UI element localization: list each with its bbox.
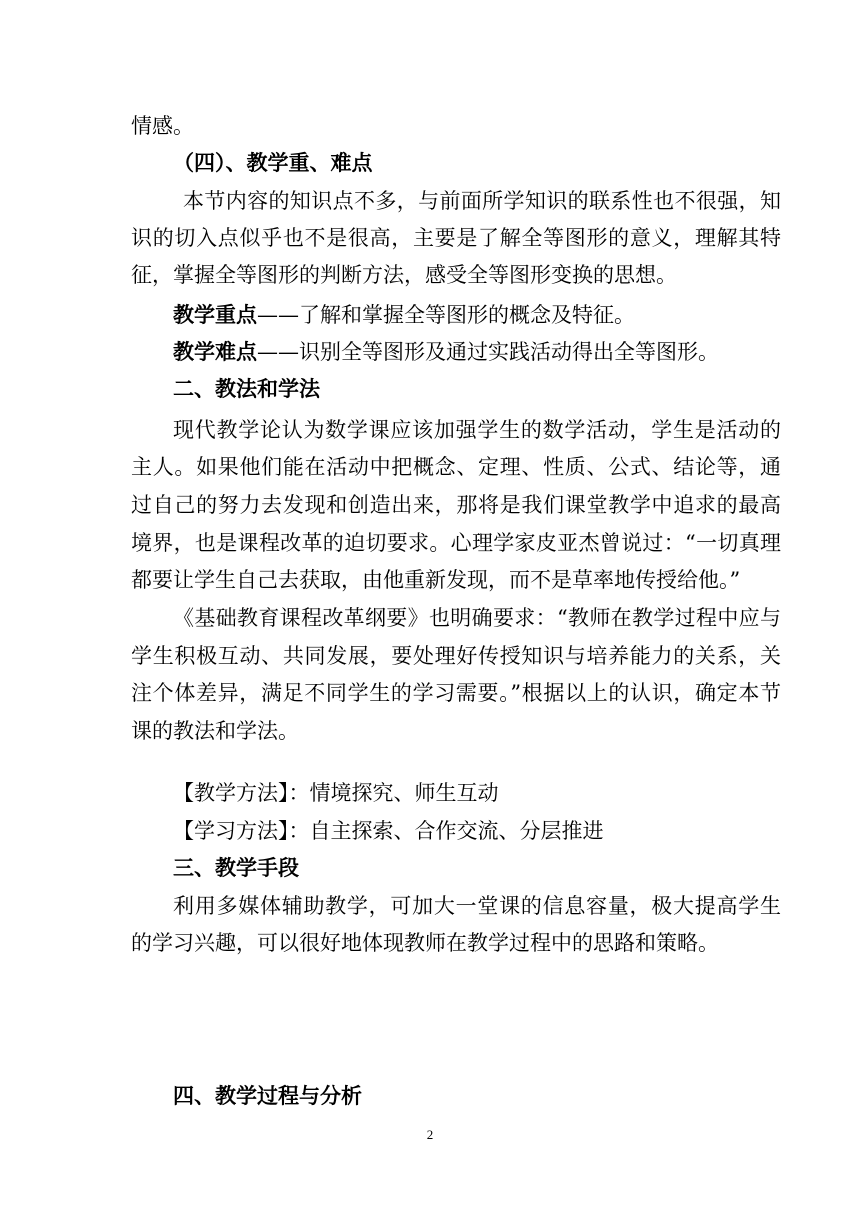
- section-heading-process: 四、教学过程与分析: [173, 1084, 362, 1108]
- paragraph-line: 都要让学生自己去获取，由他重新发现，而不是草率地传授给他。”: [131, 568, 741, 592]
- paragraph-line: 境界，也是课程改革的迫切要求。心理学家皮亚杰曾说过：“一切真理: [131, 531, 781, 555]
- difficulty-line: [173, 337, 781, 367]
- paragraph-line: 的学习兴趣，可以很好地体现教师在教学过程中的思路和策略。: [131, 931, 719, 955]
- paragraph-line: 注个体差异，满足不同学生的学习需要。”根据以上的认识，确定本节: [131, 681, 781, 705]
- paragraph-line: 课的教法和学法。: [131, 719, 299, 743]
- paragraph-line: 学生积极互动、共同发展，要处理好传授知识与培养能力的关系，关: [131, 644, 781, 668]
- paragraph-line: 《基础教育课程改革纲要》也明确要求：“教师在教学过程中应与: [173, 606, 781, 630]
- key-point-label: 教学重点: [173, 303, 257, 327]
- paragraph-line: 识的切入点似乎也不是很高，主要是了解全等图形的意义，理解其特: [131, 226, 781, 250]
- learning-method-line: 【学习方法】：自主探索、合作交流、分层推进: [173, 819, 604, 843]
- paragraph-line: 情感。: [131, 114, 194, 138]
- difficulty-label: 教学难点: [173, 340, 257, 364]
- paragraph-line: 主人。如果他们能在活动中把概念、定理、性质、公式、结论等，通: [131, 455, 781, 479]
- paragraph-line: 现代教学论认为数学课应该加强学生的数学活动，学生是活动的: [173, 418, 781, 442]
- difficulty-text: ——识别全等图形及通过实践活动得出全等图形。: [257, 340, 719, 364]
- section-heading-means: 三、教学手段: [173, 856, 299, 880]
- key-point-text: ——了解和掌握全等图形的概念及特征。: [257, 303, 635, 327]
- paragraph-line: 本节内容的知识点不多，与前面所学知识的联系性也不很强，知: [183, 189, 781, 213]
- section-heading-key-points: （四）、教学重、难点: [173, 151, 373, 175]
- page-number: 2: [426, 1127, 434, 1142]
- paragraph-line: 征，掌握全等图形的判断方法，感受全等图形变换的思想。: [131, 263, 677, 287]
- section-heading-methods: 二、教法和学法: [173, 377, 320, 401]
- paragraph-line: 过自己的努力去发现和创造出来，那将是我们课堂教学中追求的最高: [131, 493, 781, 517]
- teaching-method-line: 【教学方法】：情境探究、师生互动: [173, 781, 499, 805]
- key-point-line: [173, 300, 781, 330]
- paragraph-line: 利用多媒体辅助教学，可加大一堂课的信息容量，极大提高学生: [173, 894, 781, 918]
